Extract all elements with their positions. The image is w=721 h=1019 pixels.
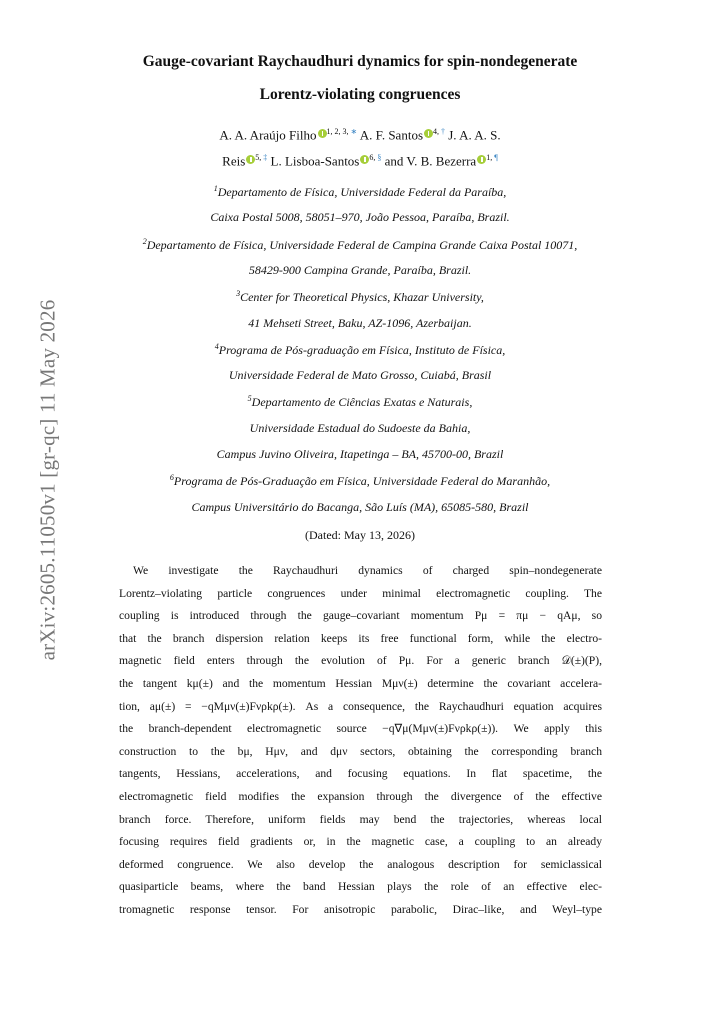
author-affil-sup: 5, [255,153,264,162]
abstract-line: quasiparticle beams, where the band Hessian plays the role of an effective elec- [119,880,602,894]
affiliation-text: Caixa Postal 5008, 58051–970, João Pessoa, Paraíba, Brazil. [210,210,510,224]
affiliation-number: 5 [247,394,252,403]
abstract-line: the tangent kμ(±) and the momentum Hessian Mμν(±) determine the covariant accelera- [119,676,602,690]
abstract-line: tromagnetic response tensor. For anisotropic parabolic, Dirac–like, and Weyl–type [119,902,602,916]
abstract-line: We investigate the Raychaudhuri dynamics of charged spin–nondegenerate [133,564,602,577]
abstract-line: Lorentz–violating particle congruences under minimal electromagnetic coupling. The [119,586,602,600]
orcid-icon[interactable] [246,155,255,164]
affiliation-line [60,289,660,305]
affiliation-text: 58429-900 Campina Grande, Paraíba, Brazil. [248,263,472,277]
author-affil-sup: 1, [486,153,495,162]
abstract-line: deformed congruence. We also develop the analogous description for semiclassical [119,857,602,871]
author-name: A. F. Santos [359,127,423,143]
affiliation-line [60,394,660,410]
affiliation-text: Campus Universitário do Bacanga, São Luís (MA), 65085-580, Brazil [191,500,529,514]
affiliation-line [60,447,660,462]
affiliation-line [60,263,660,278]
affiliation-text: Programa de Pós-graduação em Física, Instituto de Física, [218,343,506,357]
affiliation-number: 2 [142,237,147,246]
affiliation-text: 41 Mehseti Street, Baku, AZ-1096, Azerbaijan. [248,316,472,330]
affiliation-line [60,237,660,253]
affiliation-line [60,342,660,358]
authors-line-1 [60,127,660,143]
author-affil-sup: 4, [433,127,441,136]
paper-title-line-1: Gauge-covariant Raychaudhuri dynamics for spin-nondegenerate [142,53,578,70]
affiliation-text: Programa de Pós-Graduação em Física, Universidade Federal do Maranhão, [173,474,551,488]
abstract-line: tangents, Hessians, accelerations, and focusing equations. In flat spacetime, the [119,767,602,781]
author-footnote-mark[interactable]: § [377,153,382,162]
orcid-icon[interactable] [360,155,369,164]
affiliation-text: Departamento de Física, Universidade Federal de Campina Grande Caixa Postal 10071, [146,238,578,252]
arxiv-stamp-text: arXiv:2605.11050v1 [gr-qc] 11 May 2026 [35,299,60,661]
affiliation-number: 6 [169,473,174,482]
author-name: A. A. Araújo Filho [219,127,317,143]
author-name: and V. B. Bezerra [384,153,477,169]
orcid-icon[interactable] [318,129,327,138]
affiliation-text: Departamento de Ciências Exatas e Naturais, [251,395,473,409]
affiliation-line [60,210,660,225]
author-name: L. Lisboa-Santos [270,153,360,169]
abstract-line: focusing requires field gradients or, in the magnetic case, a coupling to an already [119,835,602,849]
abstract-line: the branch-dependent electromagnetic source −q∇μ(Mμν(±)Fνρkρ(±)). We apply this [119,722,602,736]
affiliation-text: Universidade Estadual do Sudoeste da Bahia, [249,421,471,435]
dated-line: (Dated: May 13, 2026) [305,528,415,542]
affiliation-line [60,184,660,200]
affiliation-line [60,473,660,489]
author-footnote-mark[interactable]: † [441,127,445,136]
abstract-line: electromagnetic field modifies the expansion through the divergence of the effective [119,789,602,803]
author-footnote-mark[interactable]: ‡ [263,153,268,162]
affiliation-line [60,421,660,436]
orcid-icon[interactable] [477,155,486,164]
abstract-line: that the branch dispersion relation keeps its free functional form, while the electro- [119,631,602,645]
affiliation-number: 1 [213,184,218,193]
author-name: Reis [222,153,246,169]
affiliation-line [60,316,660,331]
paper-title-line-2: Lorentz-violating congruences [259,86,461,103]
author-affil-sup: 6, [369,153,378,162]
affiliation-text: Universidade Federal de Mato Grosso, Cuiabá, Brasil [228,368,492,382]
author-affil-sup: 1, 2, 3, [326,127,351,136]
author-footnote-mark[interactable]: ∗ [350,127,358,136]
affiliation-number: 3 [236,289,241,298]
affiliation-text: Campus Juvino Oliveira, Itapetinga – BA, 45700-00, Brazil [216,447,504,461]
authors-line-2 [60,153,660,169]
author-footnote-mark[interactable]: ¶ [494,153,498,162]
abstract-line: tion, aμ(±) = −qMμν(±)Fνρkρ(±). As a consequence, the Raychaudhuri equation acquires [119,699,602,713]
abstract-line: magnetic field enters through the evolution of Pμ. For a generic branch 𝒟(±)(P), [119,654,602,668]
author-name: J. A. A. S. [448,127,501,143]
abstract-line: construction to the bμ, Hμν, and dμν sectors, obtaining the corresponding branch [119,744,602,758]
abstract [119,560,602,922]
affiliation-text: Departamento de Física, Universidade Federal da Paraíba, [217,185,507,199]
affiliation-text: Center for Theoretical Physics, Khazar University, [240,290,484,304]
affiliation-line [60,368,660,383]
abstract-line: branch force. Therefore, uniform fields may bend the trajectories, whereas local [119,812,602,826]
affiliation-number: 4 [214,342,219,351]
abstract-line: coupling is introduced through the gauge–covariant momentum Pμ = πμ − qAμ, so [119,609,602,623]
orcid-icon[interactable] [424,129,433,138]
affiliation-line [60,500,660,515]
